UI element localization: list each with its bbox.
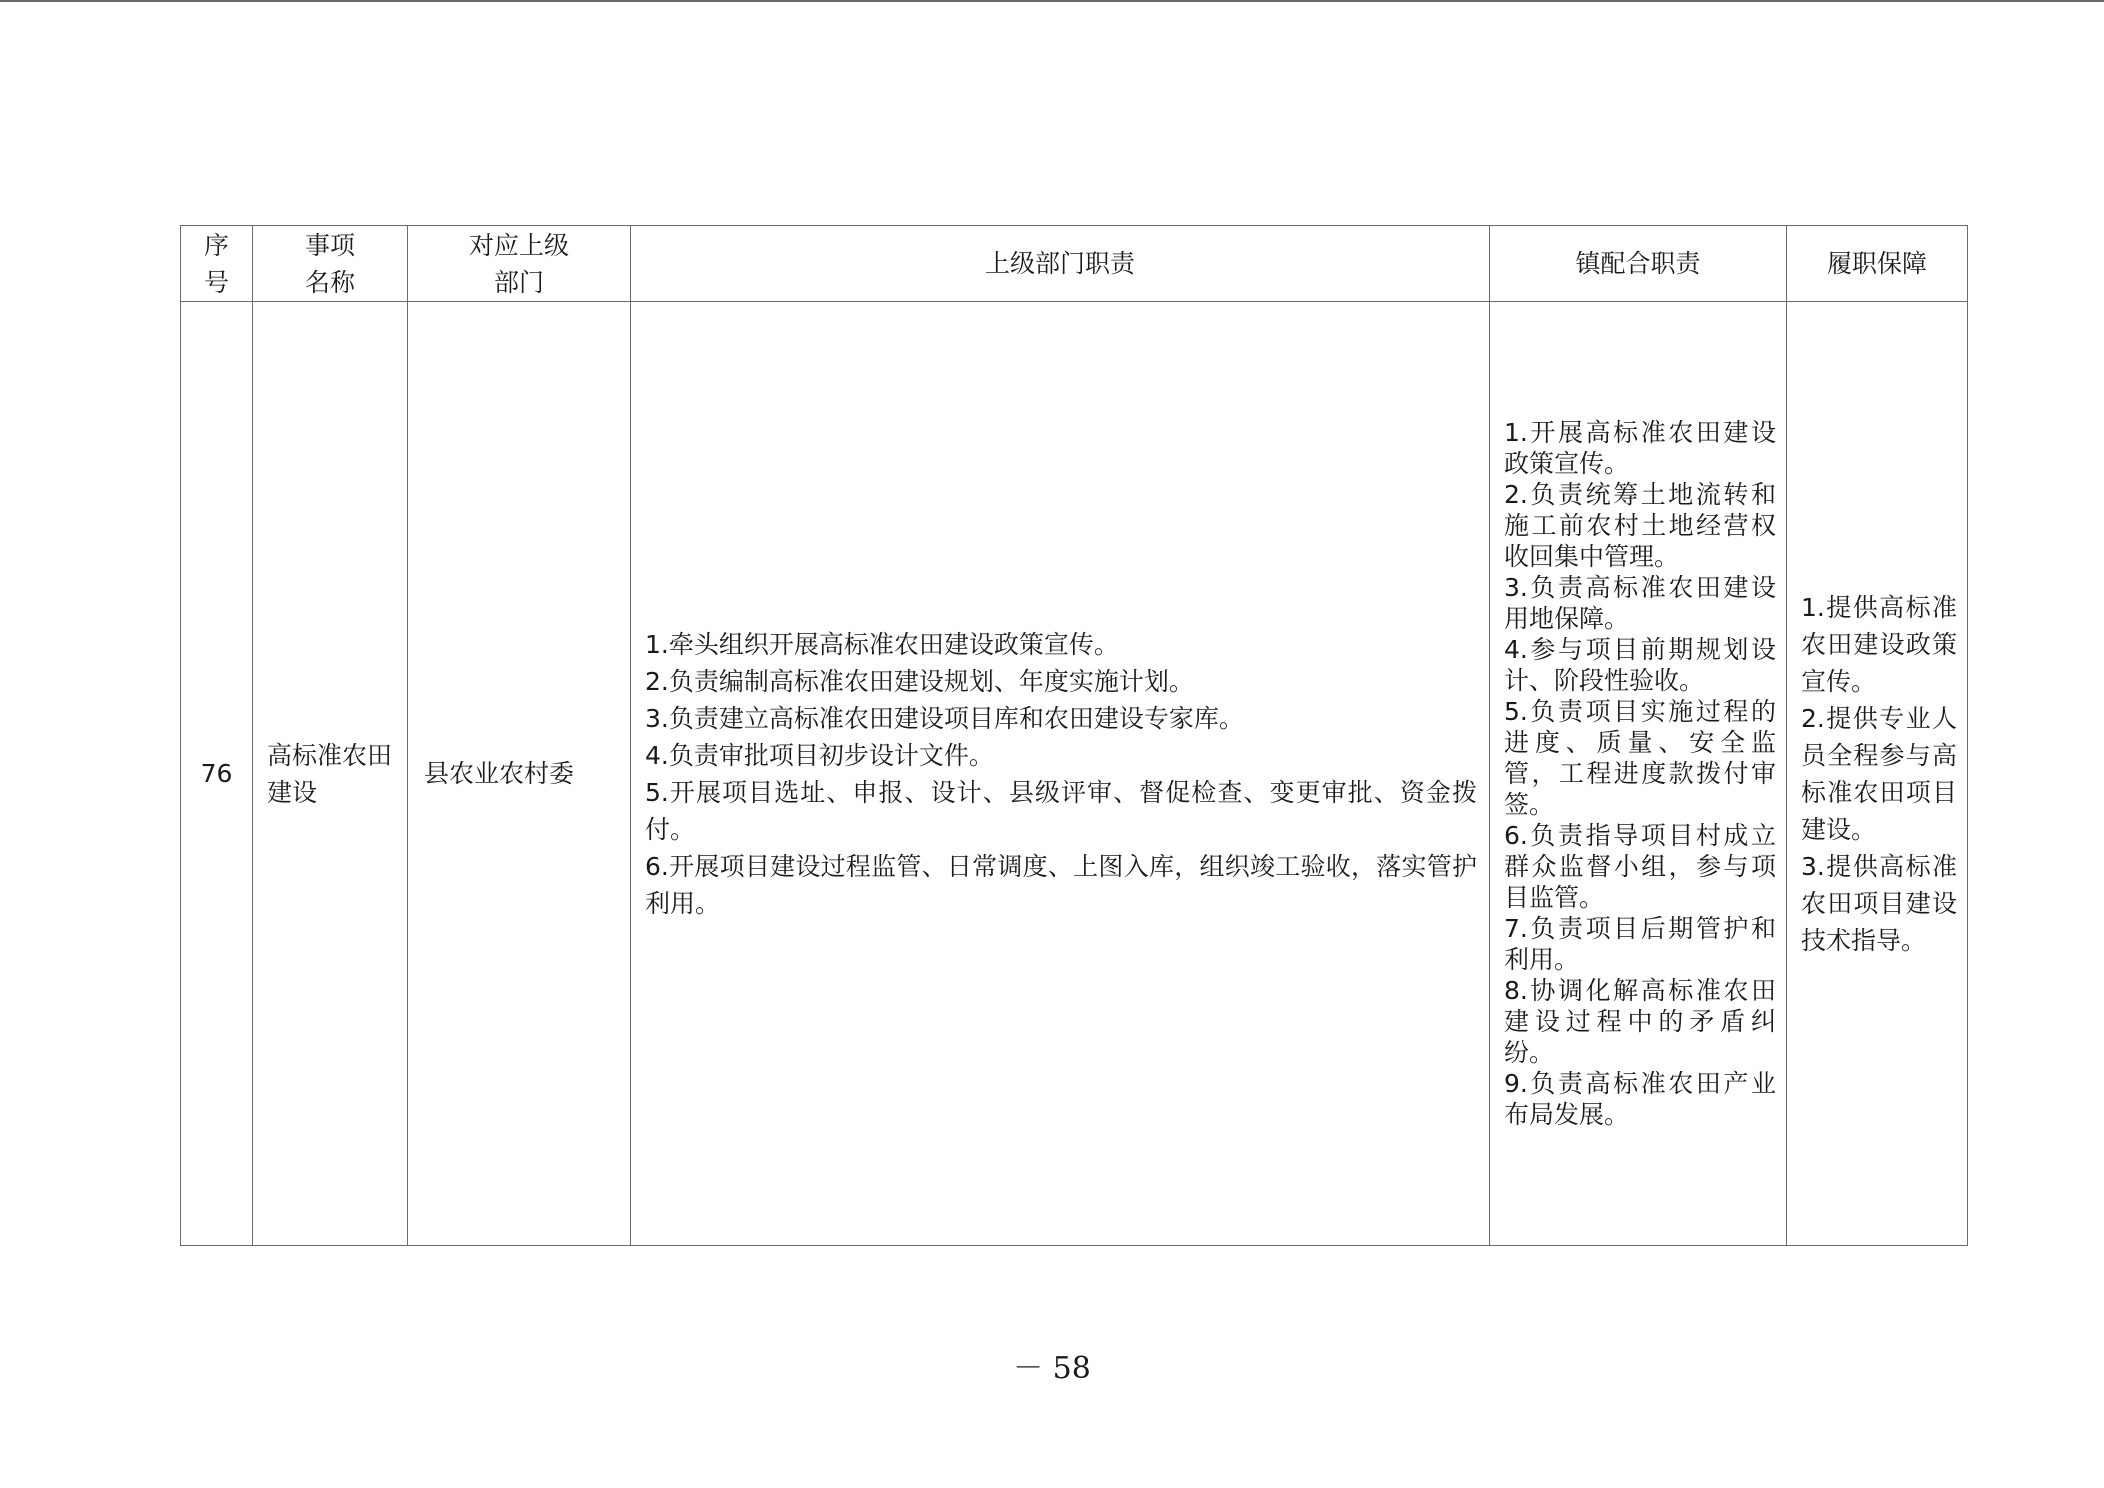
- town-duty-item: 6.负责指导项目村成立群众监督小组，参与项目监管。: [1504, 821, 1776, 912]
- guarantee-item: 3.提供高标准农田项目建设技术指导。: [1801, 851, 1957, 955]
- upper-duty-item: 4.负责审批项目初步设计文件。: [645, 740, 994, 770]
- header-no: 序号: [181, 226, 253, 302]
- table-header-row: [181, 226, 1968, 302]
- header-item-name: 事项名称: [253, 226, 408, 302]
- header-upper-duties: 上级部门职责: [631, 226, 1490, 302]
- top-border-rule: [0, 0, 2104, 2]
- page-number: － 58: [1013, 1351, 1091, 1386]
- upper-duties-list: [645, 626, 1477, 922]
- upper-duty-item: 3.负责建立高标准农田建设项目库和农田建设专家库。: [645, 703, 1244, 733]
- town-duty-item: 2.负责统筹土地流转和施工前农村土地经营权收回集中管理。: [1504, 480, 1776, 571]
- guarantee-item: 2.提供专业人员全程参与高标准农田项目建设。: [1801, 703, 1957, 844]
- guarantee-item: 1.提供高标准农田建设政策宣传。: [1801, 592, 1957, 696]
- row-item-name: 高标准农田建设: [253, 302, 408, 1246]
- town-duty-item: 4.参与项目前期规划设计、阶段性验收。: [1504, 635, 1776, 695]
- upper-duty-item: 1.牵头组织开展高标准农田建设政策宣传。: [645, 629, 1119, 659]
- header-upper-dept: 对应上级部门: [408, 226, 631, 302]
- row-guarantee: [1787, 302, 1968, 1246]
- town-duty-item: 7.负责项目后期管护和利用。: [1504, 914, 1776, 974]
- row-upper-duties: [631, 302, 1490, 1246]
- header-guarantee: 履职保障: [1787, 226, 1968, 302]
- row-town-duties: [1490, 302, 1787, 1246]
- header-town-duties: 镇配合职责: [1490, 226, 1787, 302]
- guarantee-list: [1801, 589, 1957, 959]
- town-duties-list: [1504, 417, 1776, 1130]
- table-row: [181, 302, 1968, 1246]
- upper-duty-item: 6.开展项目建设过程监管、日常调度、上图入库，组织竣工验收，落实管护利用。: [645, 851, 1477, 918]
- town-duty-item: 9.负责高标准农田产业布局发展。: [1504, 1069, 1776, 1129]
- upper-duty-item: 2.负责编制高标准农田建设规划、年度实施计划。: [645, 666, 1194, 696]
- town-duty-item: 8.协调化解高标准农田建设过程中的矛盾纠纷。: [1504, 976, 1776, 1067]
- town-duty-item: 1.开展高标准农田建设政策宣传。: [1504, 418, 1776, 478]
- row-no: 76: [181, 302, 253, 1246]
- town-duty-item: 3.负责高标准农田建设用地保障。: [1504, 573, 1776, 633]
- row-upper-dept: 县农业农村委: [408, 302, 631, 1246]
- town-duty-item: 5.负责项目实施过程的进度、质量、安全监管，工程进度款拨付审签。: [1504, 697, 1776, 819]
- duty-table: [180, 225, 1968, 1246]
- upper-duty-item: 5.开展项目选址、申报、设计、县级评审、督促检查、变更审批、资金拨付。: [645, 777, 1477, 844]
